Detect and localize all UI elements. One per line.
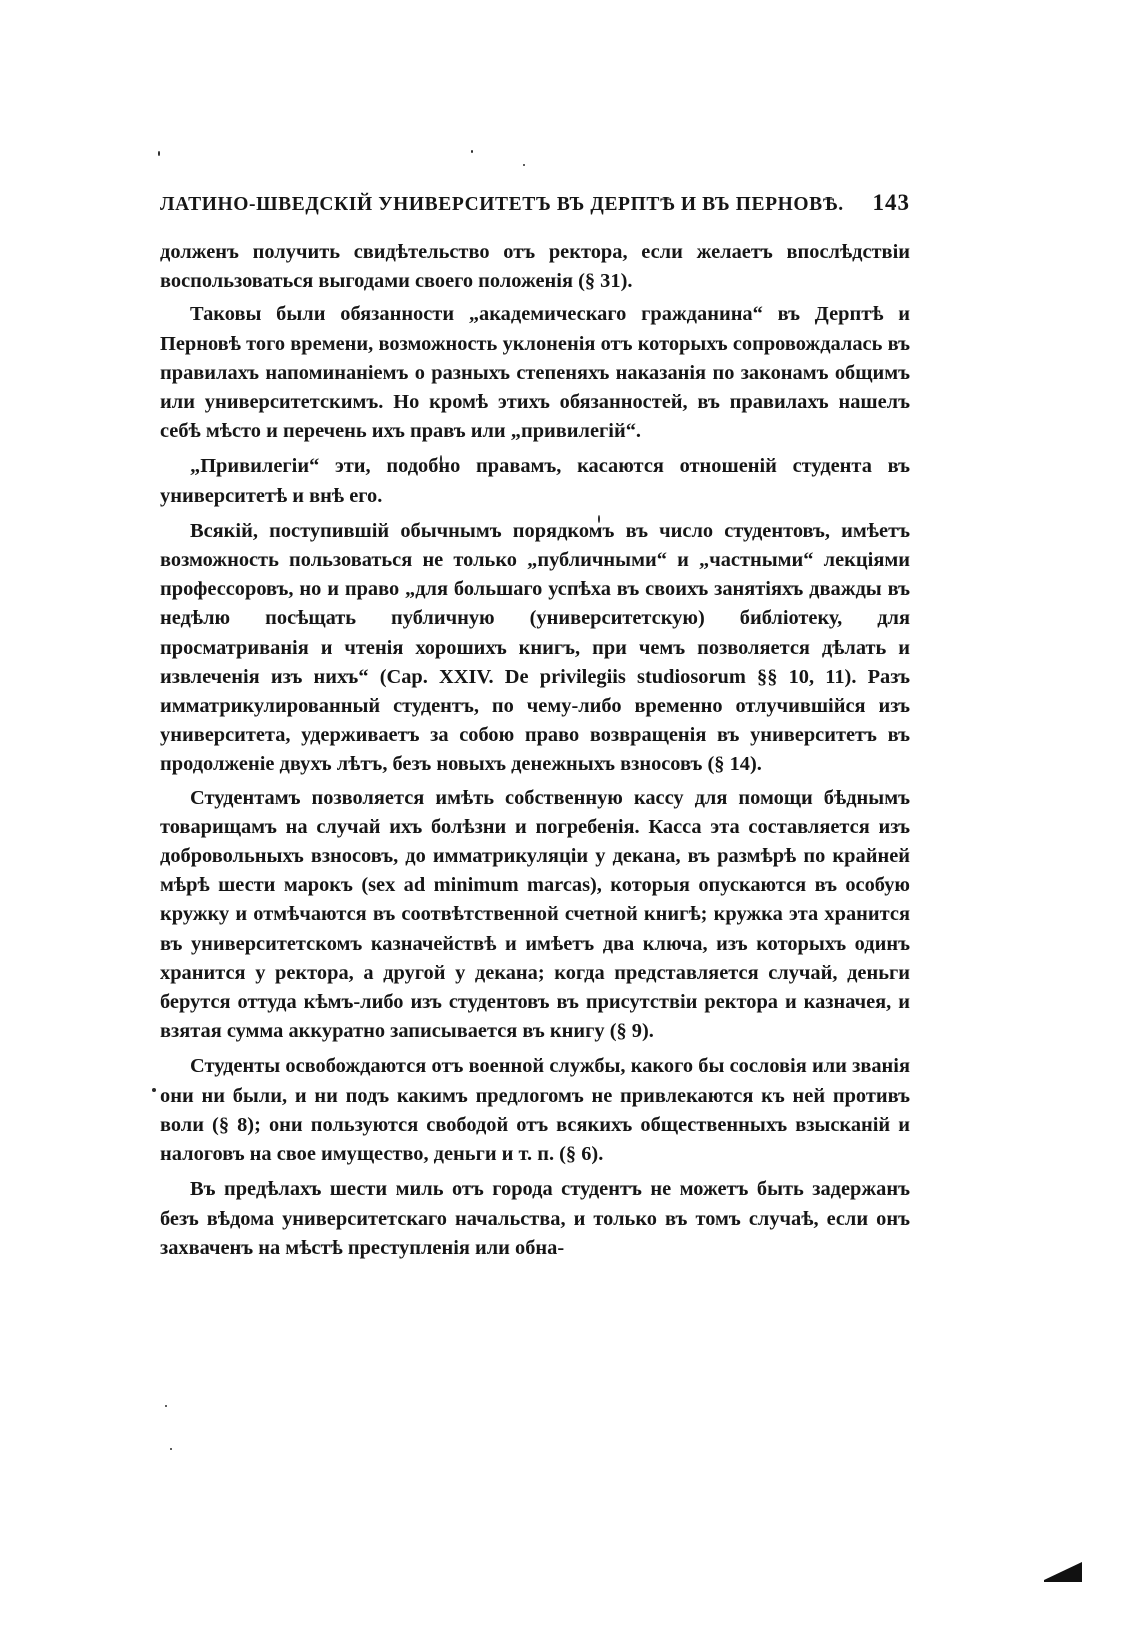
book-page bbox=[160, 190, 910, 1267]
scan-speck bbox=[158, 151, 160, 156]
paragraph: Студентамъ позволяется имѣть собственную кассу для помощи бѣднымъ товарищамъ на случай ихъ болѣзни и погребенія. Касса эта составляется изъ добровольныхъ взносовъ, до имматрикуляціи у декана, въ размѣрѣ по крайней мѣрѣ шести марокъ (sex ad minimum marcas), которыя опускаются въ особую кружку и отмѣчаются въ соотвѣтственной счетной книгѣ; кружка эта хранится въ университетскомъ казначействѣ и имѣетъ два ключа, изъ которыхъ одинъ хранится у ректора, а другой у декана; когда представляется случай, деньги берутся оттуда кѣмъ-либо изъ студентовъ въ присутствіи ректора и казначея, и взятая сумма аккуратно записывается въ книгу (§ 9). bbox=[160, 786, 910, 1043]
page-number: 143 bbox=[872, 190, 910, 215]
scan-speck bbox=[152, 1088, 156, 1092]
scan-speck bbox=[170, 1448, 172, 1450]
scan-speck bbox=[471, 150, 473, 153]
scan-corner-mark-icon bbox=[1044, 1560, 1082, 1582]
paragraph: Всякій, поступившій обычнымъ порядкомъ въ число студентовъ, имѣетъ возможность пользоваться не только „публичными“ и „частными“ лекціями профессоровъ, но и право „для большаго успѣха въ своихъ занятіяхъ дважды въ недѣлю посѣщать публичную (университетскую) библіотеку, для просматриванія и чтенія хорошихъ книгъ, при чемъ позволяется дѣлать и извлеченія изъ нихъ“ (Cap. XXIV. De privilegiis studiosorum §§ 10, 11). Разъ имматрикулированный студентъ, по чему-либо временно отлучившійся изъ университета, удерживаетъ за собою право возвращенія въ университетъ въ продолженіе двухъ лѣтъ, безъ новыхъ денежныхъ взносовъ (§ 14). bbox=[160, 519, 910, 776]
body-text bbox=[160, 238, 910, 1263]
running-header bbox=[160, 190, 910, 216]
paragraph: Студенты освобождаются отъ военной службы, какого бы сословія или званія они ни были, и ни подъ какимъ предлогомъ не привлекаются къ ней противъ воли (§ 8); они пользуются свободой отъ всякихъ общественныхъ взысканій и налоговъ на свое имущество, деньги и т. п. (§ 6). bbox=[160, 1055, 910, 1166]
paragraph: Таковы были обязанности „академическаго гражданина“ въ Дерптѣ и Перновѣ того времени, возможность уклоненія отъ которыхъ сопровождалась въ правилахъ напоминаніемъ о разныхъ степеняхъ наказанія по законамъ общимъ или университетскимъ. Но кромѣ этихъ обязанностей, въ правилахъ нашелъ себѣ мѣсто и перечень ихъ правъ или „привилегій“. bbox=[160, 303, 910, 443]
scan-speck bbox=[523, 164, 525, 166]
paragraph: Въ предѣлахъ шести миль отъ города студентъ не можетъ быть задержанъ безъ вѣдома университетскаго начальства, и только въ томъ случаѣ, если онъ захваченъ на мѣстѣ преступленія или обна- bbox=[160, 1178, 910, 1259]
scan-speck bbox=[165, 1405, 167, 1407]
paragraph: „Привилегіи“ эти, подобно правамъ, касаются отношеній студента въ университетѣ и внѣ его. bbox=[160, 455, 910, 507]
running-title: ЛАТИНО-ШВЕДСКІЙ УНИВЕРСИТЕТЪ ВЪ ДЕРПТѢ И ВЪ ПЕРНОВѢ. bbox=[160, 194, 844, 215]
paragraph: долженъ получить свидѣтельство отъ ректора, если желаетъ впослѣдствіи воспользоваться выгодами своего положенія (§ 31). bbox=[160, 241, 910, 293]
